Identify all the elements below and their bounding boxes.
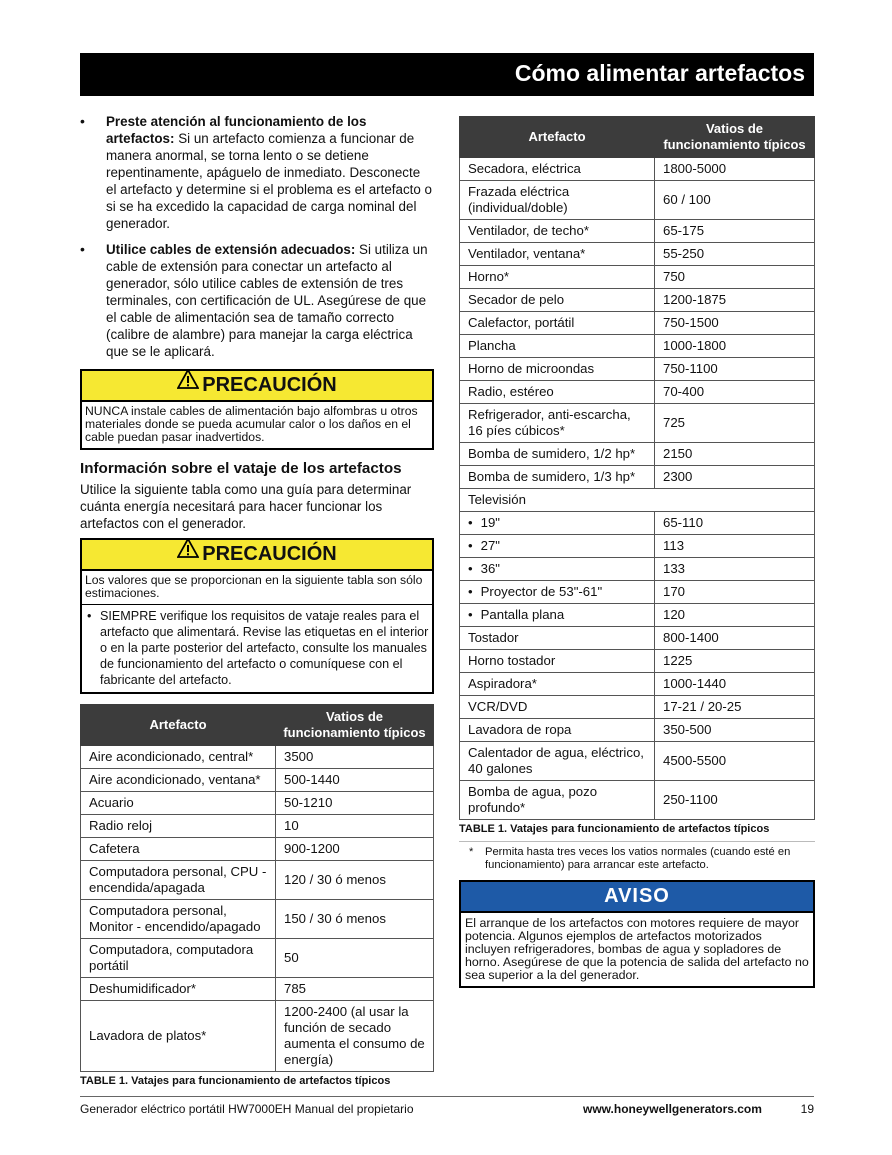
appliance-label: 36" — [480, 561, 500, 576]
footnote-marker: * — [469, 846, 474, 858]
wattage-cell: 65-175 — [655, 220, 815, 243]
right-column — [459, 116, 815, 988]
appliance-label: 19" — [480, 515, 500, 530]
appliance-cell: Horno* — [460, 266, 655, 289]
table-row — [81, 815, 434, 838]
appliance-cell — [460, 535, 655, 558]
wattage-cell: 1200-2400 (al usar la función de secado aumenta el consumo de energía) — [276, 1001, 434, 1072]
table-row — [460, 650, 815, 673]
wattage-cell: 55-250 — [655, 243, 815, 266]
bullet-dot: • — [80, 241, 85, 257]
appliance-cell: Computadora, computadora portátil — [81, 939, 276, 978]
wattage-cell: 60 / 100 — [655, 181, 815, 220]
wattage-table-right — [459, 116, 815, 820]
wattage-table-left — [80, 704, 434, 1072]
appliance-cell: Refrigerador, anti-escarcha, 16 píes cúbicos* — [460, 404, 655, 443]
appliance-cell: Plancha — [460, 335, 655, 358]
table-footnote — [459, 841, 815, 872]
bullet-dot: • — [468, 584, 473, 599]
caution-title: PRECAUCIÓN — [202, 543, 337, 565]
table-row — [460, 404, 815, 443]
table-row — [81, 792, 434, 815]
bullet-dot: • — [468, 538, 473, 553]
wattage-cell: 2150 — [655, 443, 815, 466]
appliance-cell: Secadora, eléctrica — [460, 158, 655, 181]
appliance-cell: Secador de pelo — [460, 289, 655, 312]
column-header: Vatios de funcionamiento típicos — [276, 705, 434, 746]
table-row — [460, 181, 815, 220]
wattage-cell: 70-400 — [655, 381, 815, 404]
appliance-cell: Horno tostador — [460, 650, 655, 673]
table-row — [81, 769, 434, 792]
bullet-dot: • — [468, 561, 473, 576]
column-header: Artefacto — [81, 705, 276, 746]
table-row — [460, 604, 815, 627]
wattage-cell: 170 — [655, 581, 815, 604]
bullet-text: Si un artefacto comienza a funcionar de manera anormal, se torna lento o se detiene repentinamente, apáguelo de inmediato. Desconecte el artefacto y determine si el problema es el artefacto o si se ha excedido la capacidad de carga nominal del generador. — [106, 131, 433, 231]
caution-box — [80, 538, 434, 694]
table-row — [81, 939, 434, 978]
page-number: 19 — [800, 1102, 814, 1116]
page-title-bar — [80, 53, 814, 96]
appliance-cell: Calefactor, portátil — [460, 312, 655, 335]
wattage-cell: 500-1440 — [276, 769, 434, 792]
appliance-cell: Tostador — [460, 627, 655, 650]
table-row — [460, 289, 815, 312]
appliance-cell: Computadora personal, Monitor - encendido/apagado — [81, 900, 276, 939]
caution-text: NUNCA instale cables de alimentación bajo alfombras u otros materiales donde se pueda acumular calor o los daños en el cable puedan pasar inadvertidos. — [85, 404, 418, 444]
appliance-cell: Horno de microondas — [460, 358, 655, 381]
appliance-cell: Ventilador, ventana* — [460, 243, 655, 266]
table-row — [460, 312, 815, 335]
appliance-cell: Lavadora de ropa — [460, 719, 655, 742]
appliance-cell: Frazada eléctrica (individual/doble) — [460, 181, 655, 220]
table-row — [460, 673, 815, 696]
table-row — [460, 696, 815, 719]
appliance-cell: Radio reloj — [81, 815, 276, 838]
wattage-cell: 50-1210 — [276, 792, 434, 815]
wattage-cell: 4500-5500 — [655, 742, 815, 781]
wattage-cell: 113 — [655, 535, 815, 558]
wattage-cell: 133 — [655, 558, 815, 581]
wattage-cell: 785 — [276, 978, 434, 1001]
table-row — [460, 220, 815, 243]
table-row — [81, 746, 434, 769]
appliance-cell — [460, 512, 655, 535]
left-column — [80, 113, 434, 1087]
notice-box — [459, 880, 815, 988]
table-row — [460, 266, 815, 289]
appliance-cell: Aire acondicionado, ventana* — [81, 769, 276, 792]
warning-triangle-icon — [177, 369, 199, 398]
bullet-dot: • — [468, 515, 473, 530]
appliance-cell: Bomba de sumidero, 1/3 hp* — [460, 466, 655, 489]
bullet-dot: • — [80, 113, 85, 129]
table-row — [460, 512, 815, 535]
bullet-dot: • — [468, 607, 473, 622]
wattage-cell: 1000-1440 — [655, 673, 815, 696]
bullet-text: Si utiliza un cable de extensión para conectar un artefacto al generador, sólo utilice cables de extensión de tres terminales, con certificación de UL. Asegúrese de que el cable de alimentación sea de tamaño correcto (calibre de alambre) para manejar la carga eléctrica que se le aplicará. — [106, 242, 428, 359]
wattage-cell: 725 — [655, 404, 815, 443]
caution-header — [82, 371, 432, 402]
appliance-cell: VCR/DVD — [460, 696, 655, 719]
table-row — [81, 900, 434, 939]
table-row — [460, 158, 815, 181]
notice-text: El arranque de los artefactos con motores requiere de mayor potencia. Algunos ejemplos de artefactos motorizados incluyen refrigeradores, bombas de agua y sopladores de horno. Asegúrese de que la potencia de salida del artefacto no sea superior a la del generador. — [465, 916, 809, 982]
appliance-cell — [460, 558, 655, 581]
wattage-cell: 900-1200 — [276, 838, 434, 861]
appliance-cell: Computadora personal, CPU - encendida/apagada — [81, 861, 276, 900]
table-row — [460, 243, 815, 266]
notice-title: AVISO — [461, 882, 813, 913]
table-row — [460, 558, 815, 581]
appliance-label: Proyector de 53"-61" — [480, 584, 603, 599]
appliance-cell: Lavadora de platos* — [81, 1001, 276, 1072]
table-row — [460, 742, 815, 781]
caution-header — [82, 540, 432, 571]
wattage-cell: 3500 — [276, 746, 434, 769]
appliance-cell — [460, 581, 655, 604]
table-row — [460, 535, 815, 558]
category-cell: Televisión — [460, 489, 815, 512]
appliance-cell: Acuario — [81, 792, 276, 815]
bullet-item — [80, 113, 434, 232]
wattage-cell: 1800-5000 — [655, 158, 815, 181]
warning-triangle-icon — [177, 538, 199, 567]
wattage-cell: 10 — [276, 815, 434, 838]
wattage-cell: 1200-1875 — [655, 289, 815, 312]
wattage-cell: 1225 — [655, 650, 815, 673]
footer-manual-title: Generador eléctrico portátil HW7000EH Manual del propietario — [80, 1102, 414, 1116]
wattage-cell: 750-1100 — [655, 358, 815, 381]
table-row — [81, 838, 434, 861]
appliance-cell: Aire acondicionado, central* — [81, 746, 276, 769]
table-row — [460, 443, 815, 466]
table-row — [460, 719, 815, 742]
section-heading: Información sobre el vataje de los artefactos — [80, 460, 402, 477]
caution-text: Los valores que se proporcionan en la siguiente tabla son sólo estimaciones. — [85, 573, 423, 600]
page-footer — [80, 1096, 814, 1116]
appliance-cell: Deshumidificador* — [81, 978, 276, 1001]
bullet-lead: Preste atención al funcionamiento de los artefactos: — [106, 114, 367, 146]
wattage-cell: 1000-1800 — [655, 335, 815, 358]
wattage-cell: 150 / 30 ó menos — [276, 900, 434, 939]
footnote-text: Permita hasta tres veces los vatios normales (cuando esté en funcionamiento) para arrancar este artefacto. — [485, 846, 791, 871]
column-header: Artefacto — [460, 117, 655, 158]
table-caption: TABLE 1. Vatajes para funcionamiento de artefactos típicos — [80, 1075, 391, 1087]
wattage-cell: 120 — [655, 604, 815, 627]
appliance-cell: Radio, estéreo — [460, 381, 655, 404]
caution-box — [80, 369, 434, 450]
table-row — [460, 489, 815, 512]
footer-website-link[interactable]: www.honeywellgenerators.com — [583, 1102, 762, 1116]
wattage-cell: 120 / 30 ó menos — [276, 861, 434, 900]
bullet-item — [80, 241, 434, 360]
appliance-label: 27" — [480, 538, 500, 553]
page-title: Cómo alimentar artefactos — [514, 60, 805, 86]
appliance-label: Pantalla plana — [480, 607, 565, 622]
bullet-dot: • — [87, 609, 92, 623]
appliance-cell: Bomba de agua, pozo profundo* — [460, 781, 655, 820]
wattage-cell: 50 — [276, 939, 434, 978]
wattage-cell: 350-500 — [655, 719, 815, 742]
wattage-cell: 65-110 — [655, 512, 815, 535]
wattage-cell: 750-1500 — [655, 312, 815, 335]
section-intro: Utilice la siguiente tabla como una guía para determinar cuánta energía necesitará para hacer funcionar los artefactos con el generador. — [80, 482, 412, 531]
appliance-cell: Aspiradora* — [460, 673, 655, 696]
table-row — [460, 466, 815, 489]
wattage-cell: 250-1100 — [655, 781, 815, 820]
bullet-lead: Utilice cables de extensión adecuados: — [106, 242, 356, 257]
table-row — [460, 358, 815, 381]
wattage-cell: 800-1400 — [655, 627, 815, 650]
table-row — [460, 381, 815, 404]
table-row — [81, 861, 434, 900]
table-row — [81, 1001, 434, 1072]
caution-bullet — [82, 604, 432, 692]
caution-bullet-text: SIEMPRE verifique los requisitos de vataje reales para el artefacto que alimentará. Revise las etiquetas en el interior o en la parte posterior del artefacto, consulte los manuales de funcionamiento del artefacto o comuníquese con el fabricante del artefacto. — [100, 609, 429, 687]
table-row — [460, 335, 815, 358]
wattage-cell: 2300 — [655, 466, 815, 489]
appliance-cell: Ventilador, de techo* — [460, 220, 655, 243]
appliance-cell: Calentador de agua, eléctrico, 40 galones — [460, 742, 655, 781]
table-row — [460, 627, 815, 650]
caution-title: PRECAUCIÓN — [202, 374, 337, 396]
table-row — [460, 581, 815, 604]
wattage-cell: 17-21 / 20-25 — [655, 696, 815, 719]
wattage-cell: 750 — [655, 266, 815, 289]
table-row — [460, 781, 815, 820]
table-caption: TABLE 1. Vatajes para funcionamiento de artefactos típicos — [459, 823, 770, 835]
appliance-cell: Cafetera — [81, 838, 276, 861]
table-row — [81, 978, 434, 1001]
appliance-cell — [460, 604, 655, 627]
column-header: Vatios de funcionamiento típicos — [655, 117, 815, 158]
appliance-cell: Bomba de sumidero, 1/2 hp* — [460, 443, 655, 466]
